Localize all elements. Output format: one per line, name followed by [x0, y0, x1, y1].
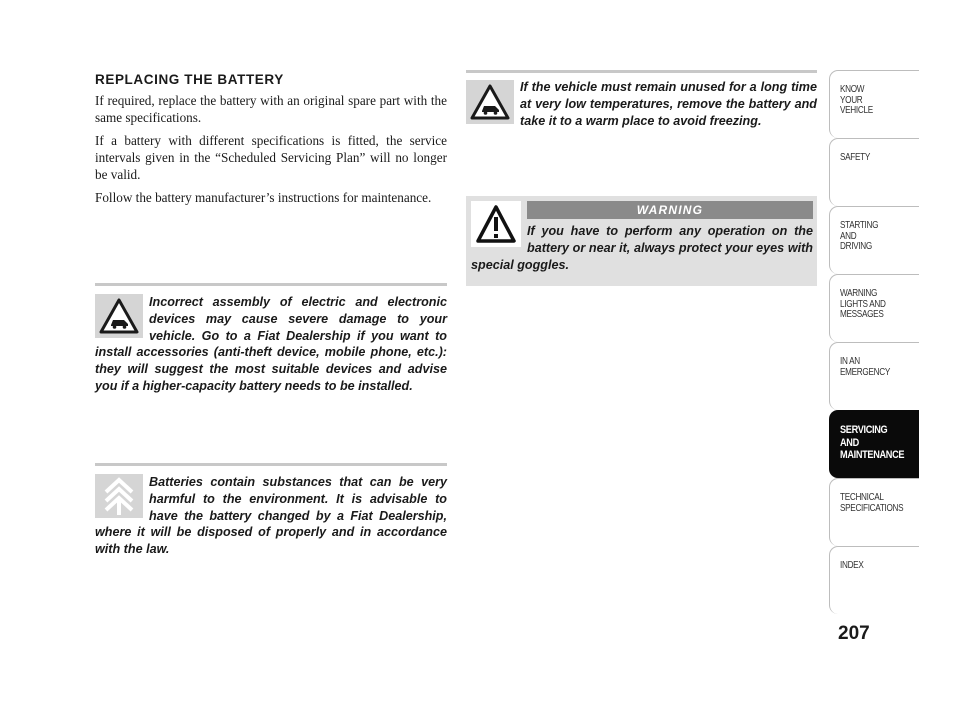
tab-servicing-and-maintenance[interactable]: SERVICING AND MAINTENANCE: [829, 410, 919, 478]
warning-label: WARNING: [527, 201, 813, 219]
recycle-chevron-icon: [95, 474, 143, 518]
environment-notice: [95, 474, 447, 558]
tab-technical-specifications[interactable]: TECHNICAL SPECIFICATIONS: [829, 478, 919, 546]
assembly-notice-text: Incorrect assembly of electric and electronic devices may cause severe damage to your vehicle. Go to a Fiat Dealership if you want to install accessories (anti-theft device, mobile phone, etc.): they will suggest the most suitable devices and advise you if a higher-capacity battery needs to be installed.: [95, 295, 447, 393]
page-number: 207: [838, 623, 870, 644]
warning-text: If you have to perform any operation on the battery or near it, always protect your eyes with special goggles.: [471, 224, 813, 272]
cold-notice: [466, 79, 817, 129]
paragraph-manufacturer-instructions: Follow the battery manufacturer’s instructions for maintenance.: [95, 190, 432, 205]
paragraph-spare-part: If required, replace the battery with an original spare part with the same specifications.: [95, 93, 447, 125]
tab-warning-lights-and-messages[interactable]: WARNING LIGHTS AND MESSAGES: [829, 274, 919, 342]
right-column: [466, 70, 817, 129]
environment-notice-text: Batteries contain substances that can be very harmful to the environment. It is advisable to have the battery changed by a Fiat Dealership, where it will be disposed of properly and in accordance with the law.: [95, 475, 447, 557]
divider: [466, 70, 817, 73]
assembly-notice: [95, 294, 447, 395]
assembly-caution: [95, 283, 447, 395]
chapter-tabs: [829, 70, 919, 614]
tab-starting-and-driving[interactable]: STARTING AND DRIVING: [829, 206, 919, 274]
car-caution-triangle-icon: [95, 294, 143, 338]
cold-caution: [466, 70, 817, 129]
warning-box: [466, 196, 817, 286]
divider: [95, 463, 447, 466]
paragraph-service-intervals: If a battery with different specifications is fitted, the service intervals given in the “Scheduled Servicing Plan” will no longer be valid.: [95, 133, 447, 182]
tab-index[interactable]: INDEX: [829, 546, 919, 614]
tab-in-an-emergency[interactable]: IN AN EMERGENCY: [829, 342, 919, 410]
section-title: REPLACING THE BATTERY: [95, 72, 284, 87]
cold-notice-text: If the vehicle must remain unused for a long time at very low temperatures, remove the battery and take it to a warm place to avoid freezing.: [520, 80, 817, 128]
car-caution-triangle-icon: [466, 80, 514, 124]
battery-section: [95, 72, 447, 212]
tab-safety[interactable]: SAFETY: [829, 138, 919, 206]
divider: [95, 283, 447, 286]
section-body: [95, 92, 447, 206]
tab-know-your-vehicle[interactable]: KNOW YOUR VEHICLE: [829, 70, 919, 138]
environment-notice-block: [95, 463, 447, 558]
